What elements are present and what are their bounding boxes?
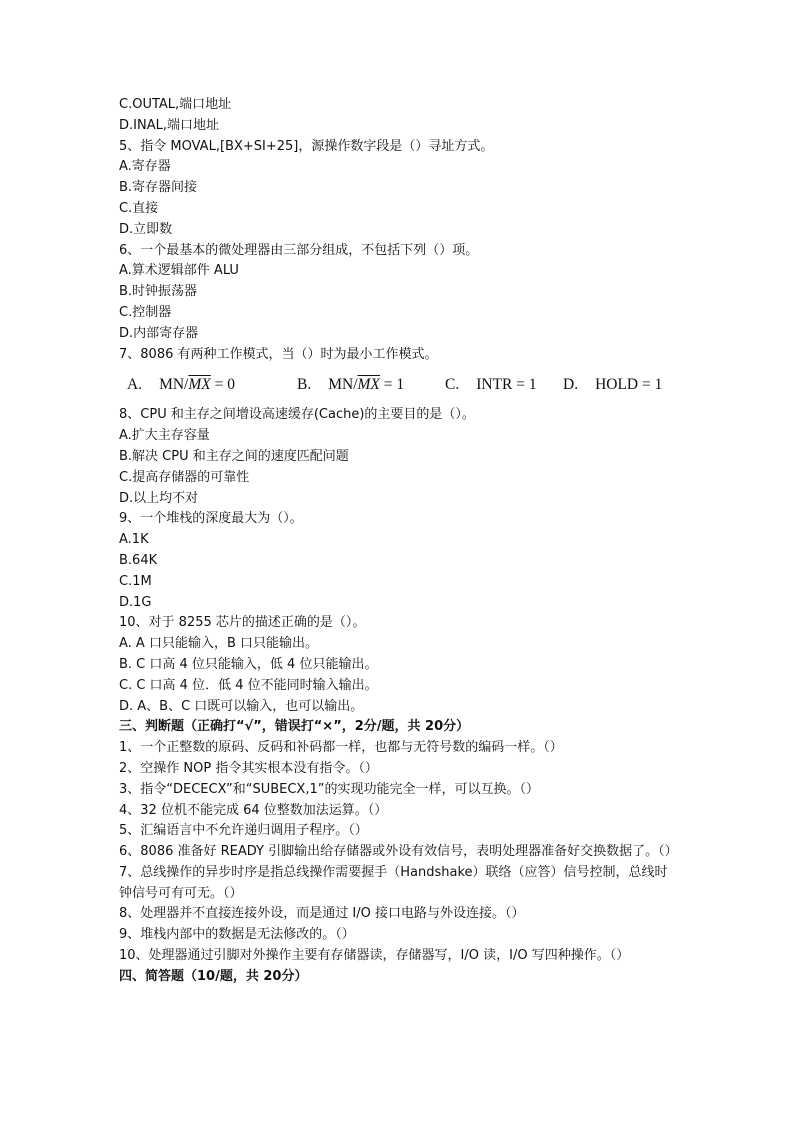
option-letter: B. <box>297 376 312 394</box>
q7-option-b <box>297 376 445 394</box>
option-a: A.1K <box>119 532 149 548</box>
question-6: 6、一个最基本的微处理器由三部分组成，不包括下列（）项。 <box>119 242 479 258</box>
option-letter: D. <box>563 376 579 394</box>
text-line: D.INAL,端口地址 <box>119 117 219 133</box>
q7-option-d <box>563 376 662 394</box>
overlined-mx: $\overline{MX}$ <box>188 376 211 394</box>
option-d: D.内部寄存器 <box>119 325 199 341</box>
formula-suffix: = 0 <box>210 376 236 394</box>
formula-prefix: MN/ <box>328 376 358 394</box>
option-a: A.寄存器 <box>119 159 171 175</box>
overlined-mx: $\overline{MX}$ <box>357 376 380 394</box>
question-7-options <box>119 365 679 405</box>
option-d: D.立即数 <box>119 221 173 237</box>
option-c: C.直接 <box>119 200 159 216</box>
document-page <box>119 95 679 988</box>
option-a: A.算术逻辑部件 ALU <box>119 263 239 279</box>
q7-option-c <box>445 376 563 394</box>
option-b: B.解决 CPU 和主存之间的速度匹配问题 <box>119 448 349 464</box>
formula-suffix: = 1 <box>379 376 405 394</box>
option-a: A. A 口只能输入，B 口只能输出。 <box>119 636 319 652</box>
option-b: B.时钟振荡器 <box>119 284 198 300</box>
option-c: C.1M <box>119 573 152 589</box>
tf-question-10: 10、处理器通过引脚对外操作主要有存储器读，存储器写，I/O 读，I/O 写四种操作。（） <box>119 948 630 964</box>
tf-question-2: 2、空操作 NOP 指令其实根本没有指令。（） <box>119 760 378 776</box>
formula-text: INTR = 1 <box>476 376 537 394</box>
option-letter: C. <box>445 376 460 394</box>
option-c: C. C 口高 4 位．低 4 位不能同时输入输出。 <box>119 677 378 693</box>
question-10: 10、对于 8255 芯片的描述正确的是（）。 <box>119 615 366 631</box>
option-letter: A. <box>127 376 143 394</box>
option-a: A.扩大主存容量 <box>119 428 210 444</box>
option-b: B.64K <box>119 552 158 568</box>
formula-prefix: MN/ <box>159 376 189 394</box>
tf-question-7: 7、总线操作的异步时序是指总线操作需要握手（Handshake）联络（应答）信号控制，总线时钟信号可有可无。（） <box>119 864 668 901</box>
option-c: C.控制器 <box>119 304 172 320</box>
option-b: B. C 口高 4 位只能输入，低 4 位只能输出。 <box>119 656 378 672</box>
option-d: D.以上均不对 <box>119 490 199 506</box>
tf-question-1: 1、一个正整数的原码、反码和补码都一样，也都与无符号数的编码一样。（） <box>119 740 563 756</box>
question-5: 5、指令 MOVAL,[BX+SI+25]，源操作数字段是（）寻址方式。 <box>119 138 494 154</box>
option-d: D. A、B、C 口既可以输入，也可以输出。 <box>119 698 364 714</box>
tf-question-3: 3、指令“DECECX”和“SUBECX,1”的实现功能完全一样，可以互换。（） <box>119 781 539 797</box>
question-8: 8、CPU 和主存之间增设高速缓存(Cache)的主要目的是（）。 <box>119 407 475 423</box>
tf-question-9: 9、堆栈内部中的数据是无法修改的。（） <box>119 927 355 943</box>
tf-question-8: 8、处理器并不直接连接外设，而是通过 I/O 接口电路与外设连接。（） <box>119 906 525 922</box>
section-heading-short-answer: 四、简答题（10/题，共 20分） <box>119 968 308 984</box>
option-d: D.1G <box>119 594 152 610</box>
question-7: 7、8086 有两种工作模式，当（）时为最小工作模式。 <box>119 346 438 362</box>
tf-question-6: 6、8086 准备好 READY 引脚输出给存储器或外设有效信号，表明处理器准备好交换数据了。（） <box>119 844 678 860</box>
q7-option-a <box>127 376 297 394</box>
option-c: C.提高存储器的可靠性 <box>119 469 250 485</box>
formula-text: HOLD = 1 <box>595 376 663 394</box>
section-heading-true-false: 三、判断题（正确打“√”，错误打“×”，2分/题，共 20分） <box>119 719 470 735</box>
text-line: C.OUTAL,端口地址 <box>119 97 232 112</box>
option-b: B.寄存器间接 <box>119 180 198 196</box>
question-9: 9、一个堆栈的深度最大为（）。 <box>119 511 303 527</box>
tf-question-4: 4、32 位机不能完成 64 位整数加法运算。（） <box>119 802 388 818</box>
tf-question-5: 5、汇编语言中不允许递归调用子程序。（） <box>119 823 368 839</box>
